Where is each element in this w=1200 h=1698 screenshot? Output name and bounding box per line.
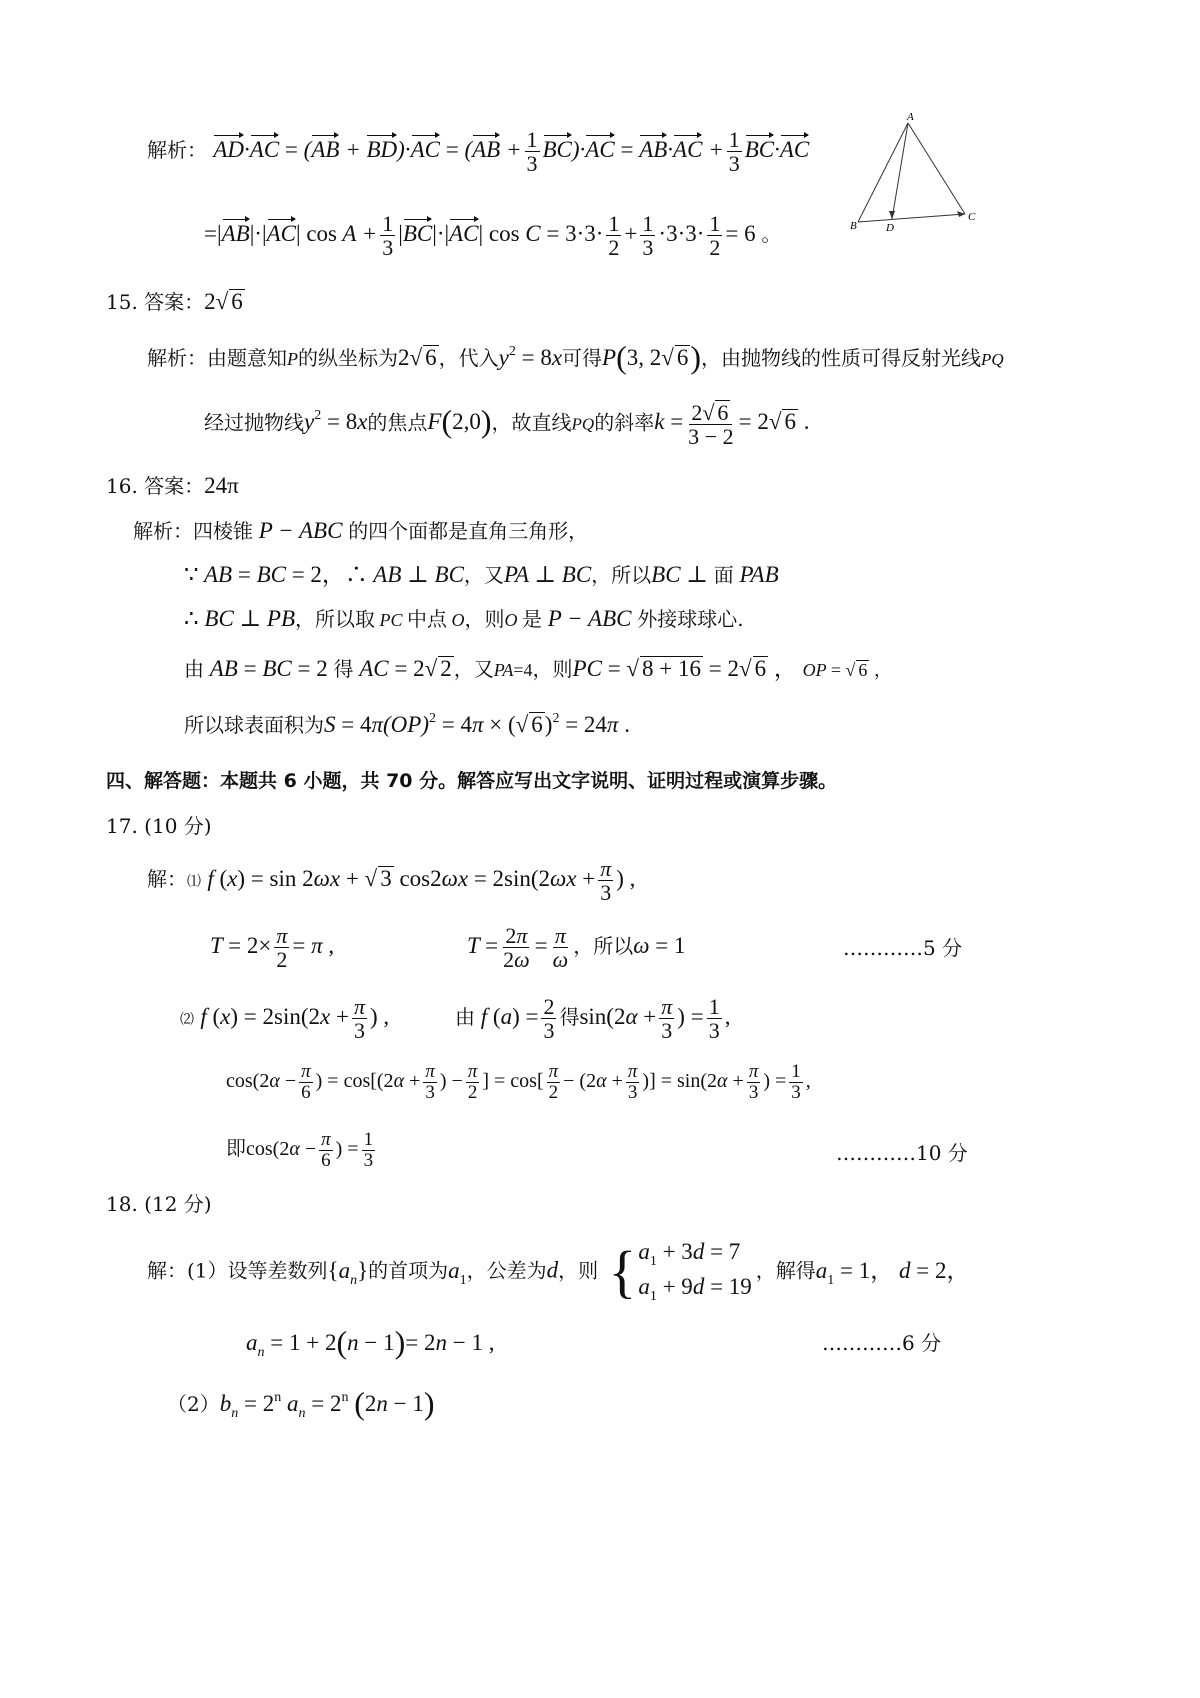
q15-text: 的斜率 [594, 410, 655, 435]
q17-header: 17. (10 分) [106, 814, 212, 838]
q17-jie: 解： [147, 866, 187, 891]
q17-part2: ⑵ [180, 1011, 194, 1028]
q15-line2: 经过抛物线$y^2 = 8x$的焦点F(2,0)，故直线PQ的斜率k = $\frac{2√ 6}{3 - 2}$ = 2√ 6 . [204, 400, 810, 450]
q16-text: 由 [184, 657, 204, 681]
q15-answer-label: 15. 答案： [106, 290, 205, 314]
q16-answer [106, 474, 239, 497]
q16-text: 面 [713, 563, 734, 587]
q14-end-mark: 。 [761, 221, 782, 246]
q15-answer-value: 2√ 6 [204, 289, 243, 314]
q15-line1: 解析：由题意知P的纵坐标为2√ 6 ，代入$y^2 = 8x$可得P(3, 2√ 6)，由抛物线的性质可得反射光线PQ [147, 339, 1004, 375]
q16-analysis-label: 解析： [133, 519, 193, 543]
q18-text: ，则 [558, 1258, 599, 1283]
q18-score1: …………6 分 [822, 1331, 942, 1355]
q16-text: ，则 [464, 607, 505, 631]
q16-text: ，则 [532, 657, 573, 681]
q16-line2: ∵ AB = BC = 2，∴ AB ⊥ BC，又PA ⊥ BC，所以BC ⊥ 面 PAB [184, 562, 779, 587]
q17-line2: T = 2× $\frac{\pi}{2}$ = π , [210, 923, 335, 973]
q17-text: ，所以 [573, 933, 634, 958]
q18-text: ，公差为 [466, 1258, 547, 1283]
q15-text: ，代入 [438, 346, 499, 370]
q17-score2: …………10 分 [836, 1141, 968, 1165]
q18-header: 18. (12 分) [106, 1192, 212, 1216]
q15-text: ，由抛物线的性质可得反射光线 [701, 346, 982, 370]
q17-line4: cos(2α − $\frac{\pi}{6}$ ) = cos[(2α + $\frac{\pi}{3}$ ) − $\frac{\pi}{2}$ ] = cos[ $\frac{\pi}{2}$ − (2α + $\frac{\pi}{3}$ )] = sin(2α + $\frac{\pi}{3}$ ) = $\frac{1}{3}$ , [226, 1061, 811, 1103]
q18-text: 的首项为 [368, 1258, 449, 1283]
q18-line1: 解：(1）设等差数列$\{a_n\}$的首项为$a_1$，公差为d，则 { $a_1 + 3d = 7$ $a_1 + 9d = 19$ ，解得$a_1 = 1$， d = 2， [147, 1239, 970, 1304]
q16-line4: 由 AB = BC = 2 得 AC = 2√ 2 ，又PA=4，则PC = √ 8 + 16 = 2√ 6 ， OP = √ 6 ， [184, 656, 892, 681]
q17-line5: 即cos(2α − $\frac{\pi}{6}$ ) = $\frac{1}{3}$ [226, 1129, 374, 1171]
q16-answer-label: 16. 答案： [106, 474, 205, 498]
q16-text: ，所以 [591, 563, 652, 587]
q16-text: 是 [522, 607, 543, 631]
q18-text: （2） [167, 1392, 220, 1416]
q16-text: 四棱锥 [193, 519, 253, 543]
q16-text: 的四个面都是直角三角形， [348, 519, 589, 543]
q17-text: 即 [226, 1136, 246, 1161]
q15-text: 的焦点 [367, 410, 428, 435]
q14-line2 [204, 212, 781, 259]
q18-system: { $a_1 + 3d = 7$ $a_1 + 9d = 19$ [608, 1239, 752, 1304]
q15-analysis-label: 解析： [147, 346, 207, 370]
q17-part1: ⑴ [187, 873, 201, 890]
q16-answer-value: 24π [204, 473, 239, 498]
q18-text: ，解得 [755, 1258, 816, 1283]
q17-line3: ⑵ f (x) = 2sin(2x + $\frac{\pi}{3}$ ) , [180, 994, 390, 1044]
label-d: D [886, 222, 894, 234]
q16-text: ，又 [453, 657, 494, 681]
q14-formula2: =|AB|·|AC| cos A + $\frac{1}{3}$ |BC|·|AC| cos C = 3·3· $\frac{1}{2}$ + $\frac{1}{3}$ ·3·3· $\frac{1}{2}$ = 6 [204, 211, 756, 261]
section-heading: 四、解答题：本题共 6 小题，共 70 分。解答应写出文字说明、证明过程或演算步骤。 [106, 770, 838, 792]
label-a: A [907, 111, 914, 123]
q16-text: 外接球球心. [637, 607, 744, 631]
q16-text: 中点 [407, 607, 448, 631]
q18-text: 解：(1）设等差数列 [147, 1258, 328, 1283]
q15-text: 由题意知 [207, 346, 287, 370]
q17-line2b: T = $\frac{2\pi}{2\omega}$ = $\frac{\pi}{\omega}$ ，所以ω = 1 [467, 923, 686, 973]
q16-text: 得 [333, 657, 354, 681]
q16-line5: 所以球表面积为S = 4π(OP)$^2$ = 4π × (√ 6)$^2$ = 24π . [184, 711, 630, 737]
label-c: C [968, 211, 976, 223]
q18-line2: $a_n = 1 + 2(n - 1)= 2n - 1$ , [246, 1324, 495, 1360]
q16-text: ，所以取 [295, 607, 376, 631]
q17-score1: …………5 分 [843, 936, 963, 960]
q17-line1: 解：⑴ f (x) = sin 2ωx + √ 3 cos2ωx = 2sin(2ωx + $\frac{\pi}{3}$ ) , [147, 856, 636, 906]
q18-line3: $(2)b_n = 2^n$ $a_n = 2^n$ (2n − 1) [167, 1385, 435, 1421]
q16-line3: ∴ BC ⊥ PB，所以取 PC 中点 O，则O 是 P − ABC 外接球球心. [184, 606, 744, 631]
q14-analysis-label: 解析： [147, 137, 207, 162]
q15-answer [106, 289, 245, 313]
q14-line1 [147, 128, 809, 175]
q16-line1: 解析：四棱锥 P − ABC 的四个面都是直角三角形， [133, 518, 589, 543]
q15-text: 的纵坐标为 [298, 346, 398, 370]
q15-text: ，故直线 [491, 410, 572, 435]
q16-text: 所以球表面积为 [184, 713, 324, 737]
q14-formula1: AD·AC = (AB + BD)·AC = (AB + $\frac{1}{3}$ BC)·AC = AB·AC + $\frac{1}{3}$ BC·AC [213, 127, 810, 177]
q15-text: 可得 [562, 346, 603, 370]
q17-line3b: 由 f (a) = $\frac{2}{3}$ 得sin(2α + $\frac{\pi}{3}$ ) = $\frac{1}{3}$ , [455, 994, 731, 1044]
q15-text: 经过抛物线 [204, 410, 304, 435]
q17-text: 得 [559, 1004, 580, 1029]
q17-text: 由 [455, 1004, 475, 1029]
q16-text: ，又 [463, 563, 504, 587]
triangle-figure [840, 110, 990, 240]
label-b: B [850, 220, 857, 232]
